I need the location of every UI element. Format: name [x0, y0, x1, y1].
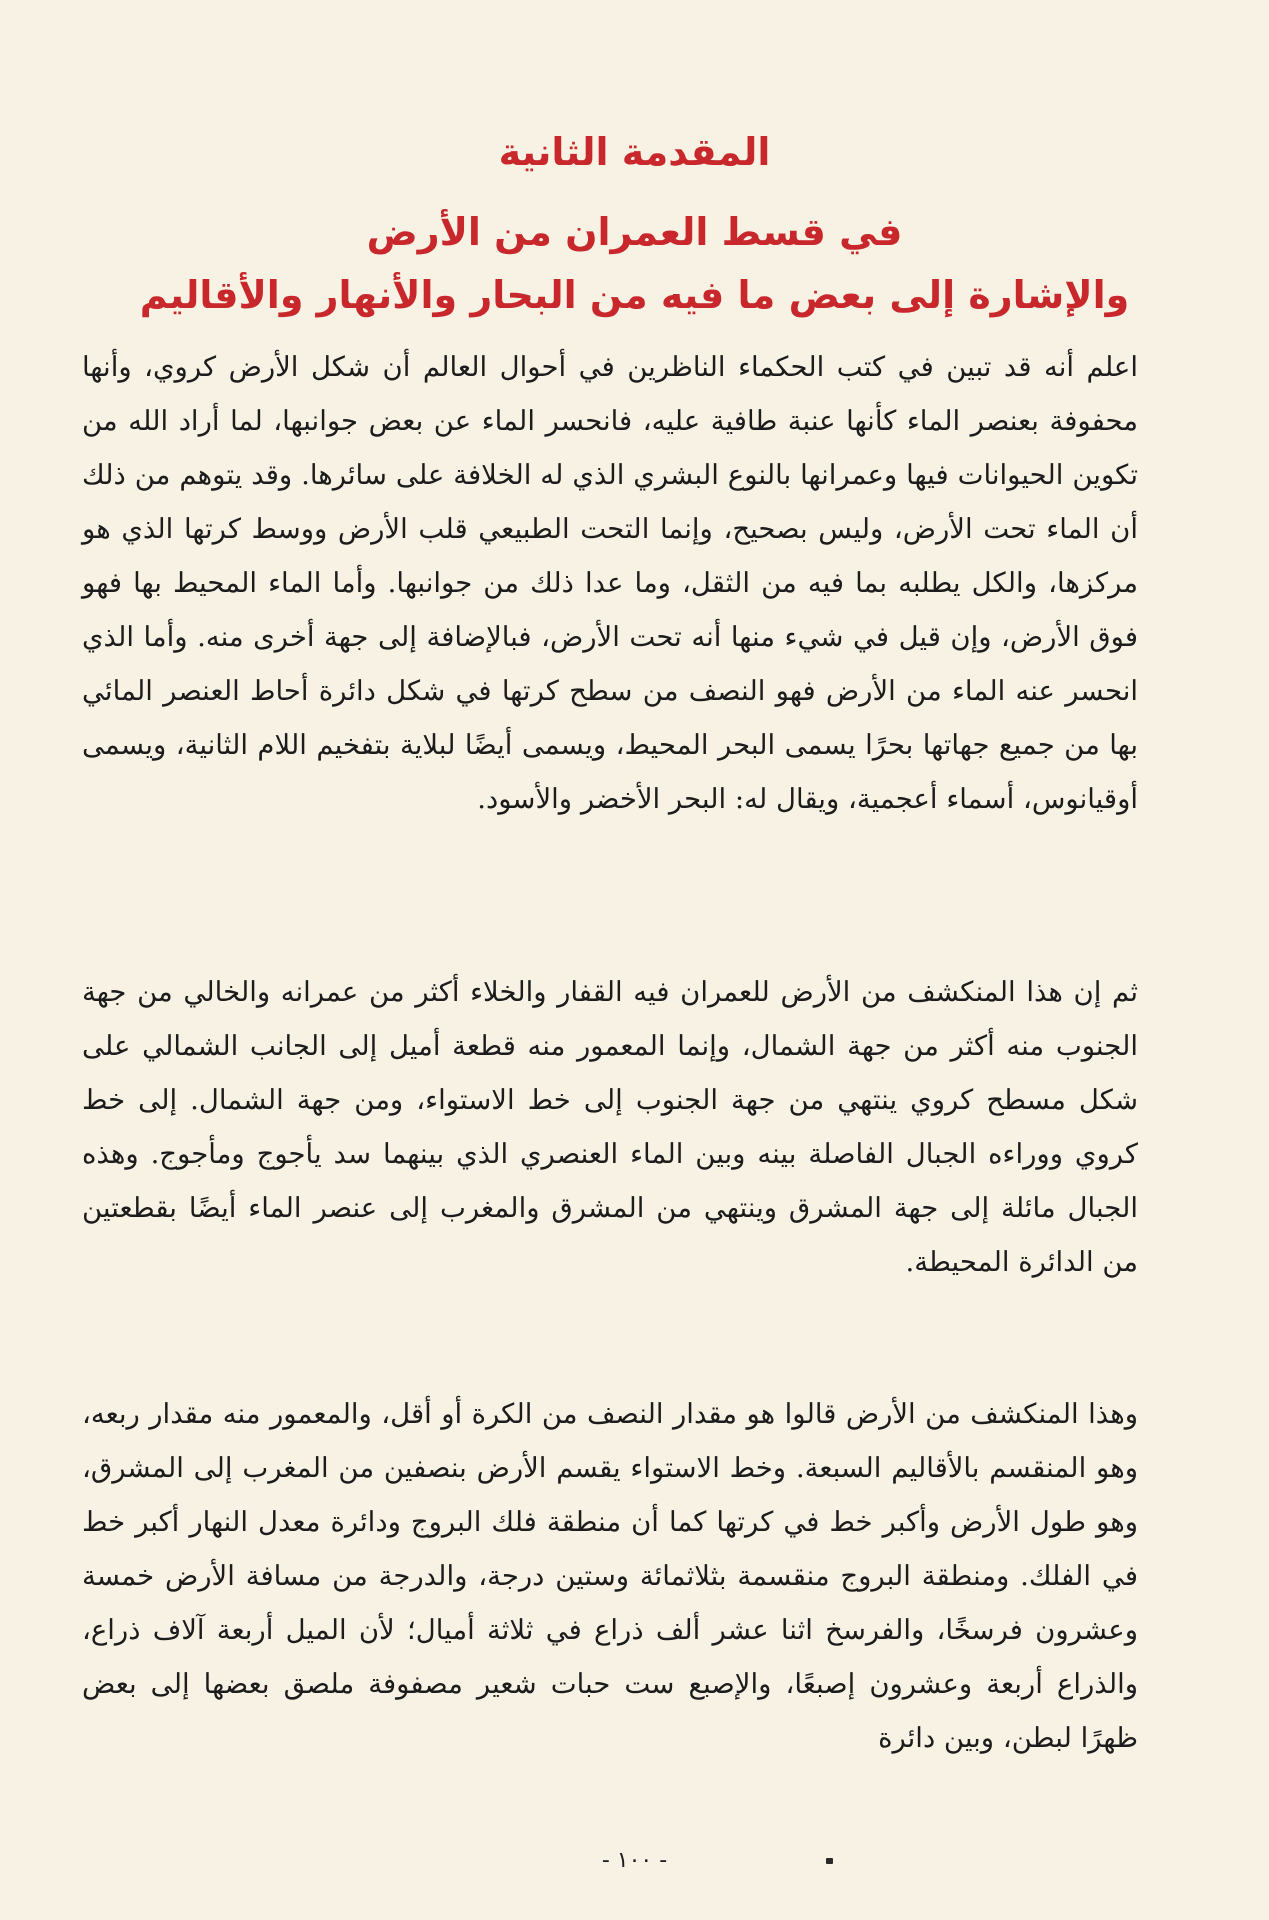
page-number: - ١٠٠ - [601, 1848, 668, 1873]
paragraph-text: ثم إن هذا المنكشف من الأرض للعمران فيه القفار والخلاء أكثر من عمرانه والخالي من جهة الجنوب منه أكثر من جهة الشمال، وإنما المعمور منه قطعة أميل إلى الجانب الشمالي على شكل مسطح كروي ينتهي من جهة الجنوب إلى خط الاستواء، ومن جهة الشمال. إلى خط كروي ووراءه الجبال الفاصلة بينه وبين الماء العنصري الذي بينهما سد يأجوج ومأجوج. وهذه الجبال مائلة إلى جهة المشرق وينتهي من المشرق والمغرب إلى عنصر الماء أيضًا بقطعتين من الدائرة المحيطة. [82, 976, 1138, 1278]
chapter-title: المقدمة الثانية [498, 130, 771, 174]
chapter-subtitle-line-1: في قسط العمران من الأرض [366, 210, 903, 254]
paragraph-3 [82, 1387, 1138, 1765]
paragraph-text: وهذا المنكشف من الأرض قالوا هو مقدار النصف من الكرة أو أقل، والمعمور منه مقدار ربعه، وهو المنقسم بالأقاليم السبعة. وخط الاستواء يقسم الأرض بنصفين من المغرب إلى المشرق، وهو طول الأرض وأكبر خط في كرتها كما أن منطقة فلك البروج ودائرة معدل النهار أكبر خط في الفلك. ومنطقة البروج منقسمة بثلاثمائة وستين درجة، والدرجة من مسافة الأرض خمسة وعشرون فرسخًا، والفرسخ اثنا عشر ألف ذراع في ثلاثة أميال؛ لأن الميل أربعة آلاف ذراع، والذراع أربعة وعشرون إصبعًا، والإصبع ست حبات شعير مصفوفة ملصق بعضها إلى بعض ظهرًا لبطن، وبين دائرة [82, 1398, 1138, 1754]
print-mark [826, 1858, 833, 1864]
paragraph-1 [82, 340, 1138, 826]
paragraph-text: اعلم أنه قد تبين في كتب الحكماء الناظرين في أحوال العالم أن شكل الأرض كروي، وأنها محفوفة بعنصر الماء كأنها عنبة طافية عليه، فانحسر الماء عن بعض جوانبها، لما أراد الله من تكوين الحيوانات فيها وعمرانها بالنوع البشري الذي له الخلافة على سائرها. وقد يتوهم من ذلك أن الماء تحت الأرض، وليس بصحيح، وإنما التحت الطبيعي قلب الأرض ووسط كرتها الذي هو مركزها، والكل يطلبه بما فيه من الثقل، وما عدا ذلك من جوانبها. وأما الماء المحيط بها فهو فوق الأرض، وإن قيل في شيء منها أنه تحت الأرض، فبالإضافة إلى جهة أخرى منه. وأما الذي انحسر عنه الماء من الأرض فهو النصف من سطح كرتها في شكل دائرة أحاط العنصر المائي بها من جميع جهاتها بحرًا يسمى البحر المحيط، ويسمى أيضًا لبلاية بتفخيم اللام الثانية، ويسمى أوقيانوس، أسماء أعجمية، ويقال له: البحر الأخضر والأسود. [82, 351, 1138, 815]
paragraph-2 [82, 965, 1138, 1289]
chapter-subtitle-line-2: والإشارة إلى بعض ما فيه من البحار والأنهار والأقاليم [139, 273, 1130, 317]
